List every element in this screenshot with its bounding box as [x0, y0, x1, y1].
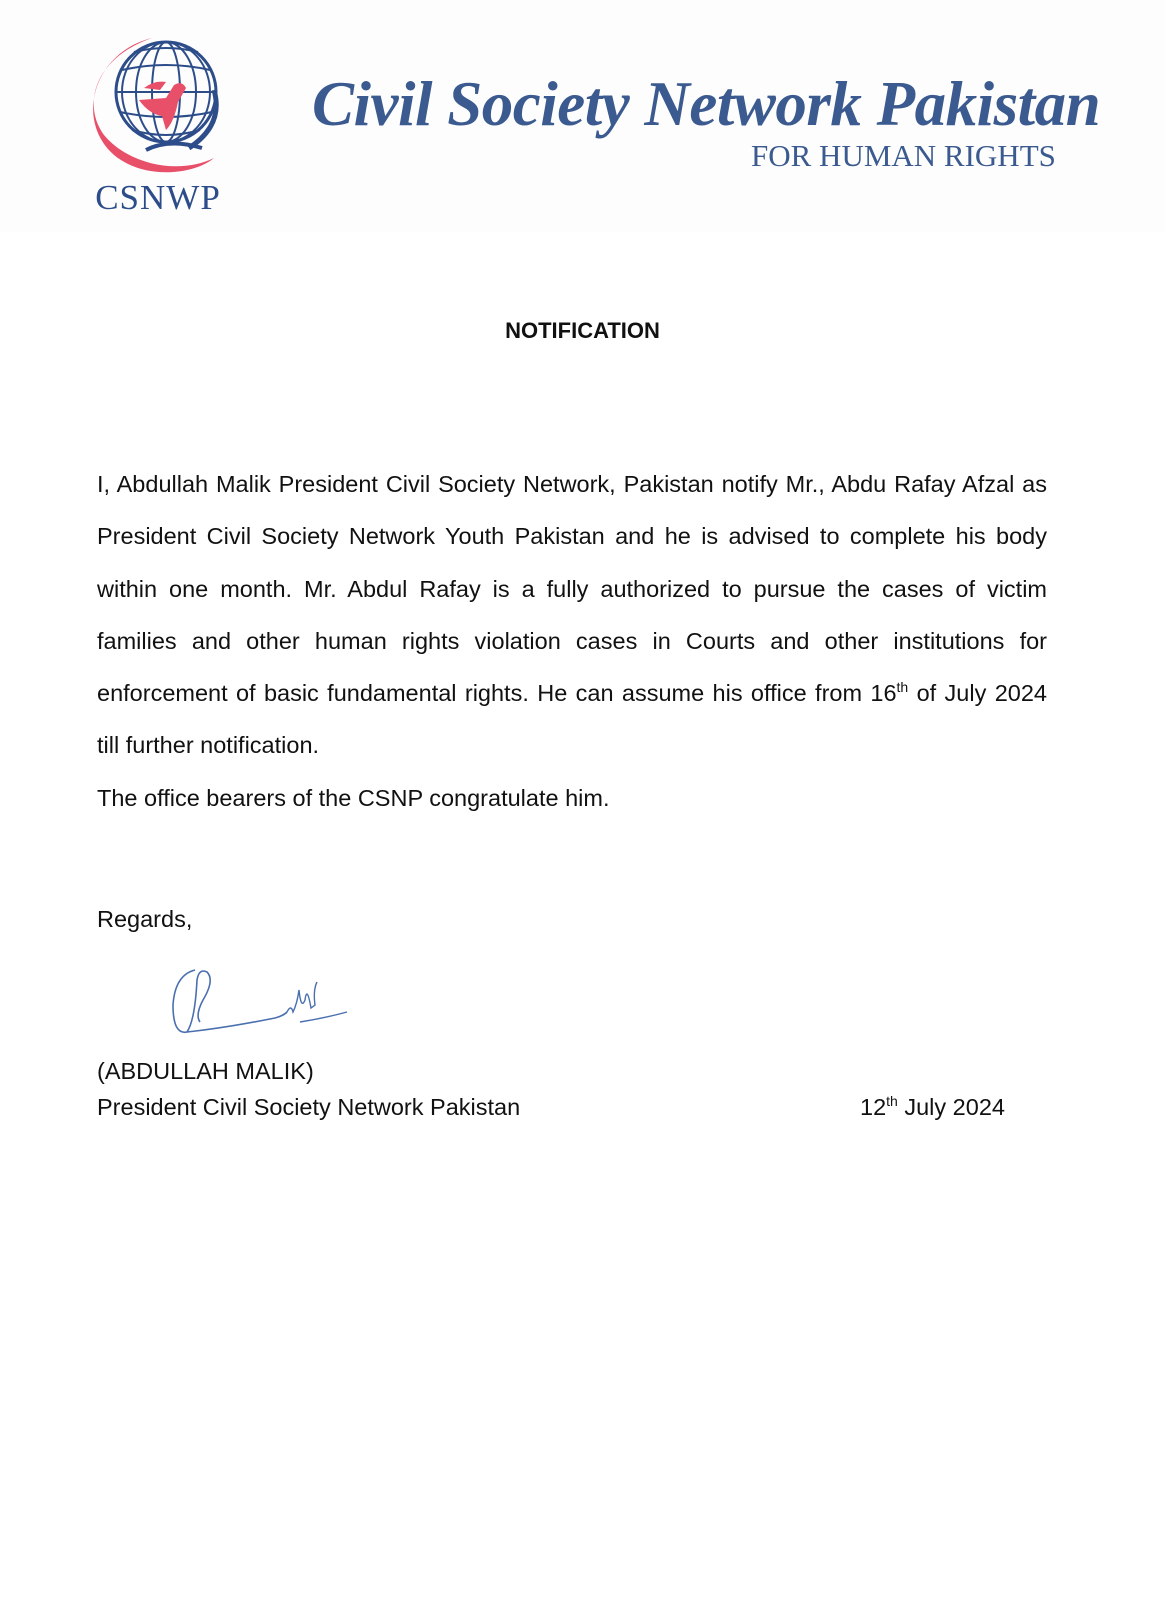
date-day: 12 — [860, 1094, 887, 1120]
main-paragraph-end: of July 2024 till further notification. — [97, 680, 1047, 759]
start-day: 16 — [870, 680, 897, 707]
document-body — [97, 458, 1047, 824]
closing-text: Regards, — [97, 906, 193, 932]
signature-icon — [165, 960, 365, 1050]
globe-dove-logo-icon — [74, 30, 244, 180]
main-paragraph — [97, 458, 1047, 772]
logo-text: CSNWP — [95, 178, 221, 217]
date-month-year: July 2024 — [897, 1094, 1005, 1120]
congratulation-paragraph: The office bearers of the CSNP congratulate him. — [97, 784, 610, 811]
main-paragraph-text: I, Abdullah Malik President Civil Society Network, Pakistan notify Mr., Abdu Rafay Afzal as President Civil Society Network Youth Pakistan and he is advised to complete his body within one month. Mr. Abdul Rafay is a fully authorized to pursue the cases of victim families and other human rights violation cases in Courts and other institutions for enforcement of basic fundamental rights. He can assume his office from — [97, 471, 1047, 707]
letterhead — [0, 0, 1165, 232]
document-title: NOTIFICATION — [505, 318, 660, 343]
organization-tagline: FOR HUMAN RIGHTS — [751, 138, 1056, 173]
signer-name: (ABDULLAH MALIK) — [97, 1058, 314, 1084]
signer-title: President Civil Society Network Pakistan — [97, 1094, 521, 1120]
start-day-suffix: th — [896, 679, 909, 696]
document-date — [860, 1094, 1005, 1121]
organization-logo — [74, 30, 244, 220]
date-day-suffix: th — [886, 1093, 898, 1110]
organization-name: Civil Society Network Pakistan — [312, 69, 1101, 139]
